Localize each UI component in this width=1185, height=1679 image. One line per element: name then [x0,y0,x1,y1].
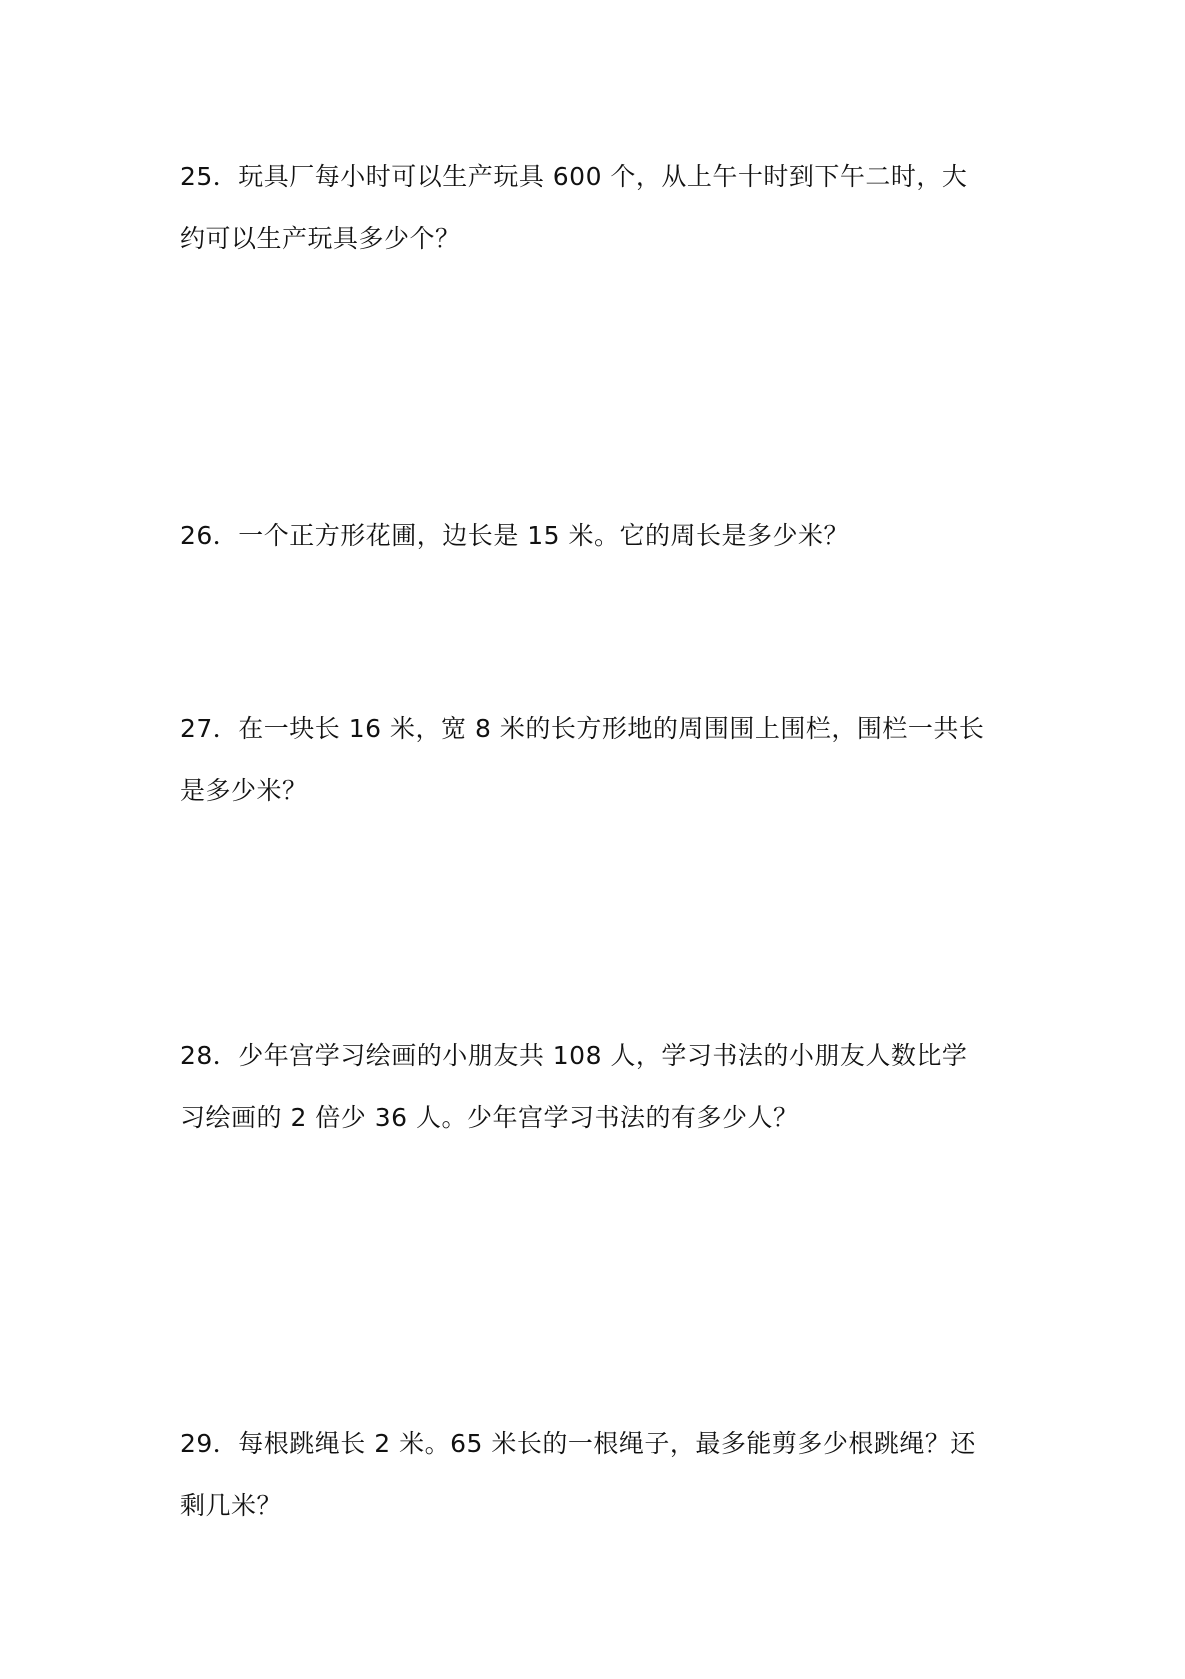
question-26-line-1: 26．一个正方形花圃，边长是 15 米。它的周长是多少米？ [180,521,850,550]
question-25 [180,146,1010,270]
question-28 [180,1025,1010,1149]
question-25-line-2: 约可以生产玩具多少个？ [180,224,461,253]
question-29-line-2: 剩几米？ [180,1491,283,1520]
question-28-line-2: 习绘画的 2 倍少 36 人。少年宫学习书法的有多少人？ [180,1103,799,1132]
question-28-line-1: 28．少年宫学习绘画的小朋友共 108 人，学习书法的小朋友人数比学 [180,1041,968,1070]
question-27-line-1: 27．在一块长 16 米，宽 8 米的长方形地的周围围上围栏，围栏一共长 [180,714,985,743]
question-29-line-1: 29．每根跳绳长 2 米。65 米长的一根绳子，最多能剪多少根跳绳？还 [180,1429,976,1458]
question-26 [180,505,1010,567]
question-27 [180,698,1010,822]
question-29 [180,1413,1010,1537]
question-25-line-1: 25．玩具厂每小时可以生产玩具 600 个，从上午十时到下午二时，大 [180,162,968,191]
question-27-line-2: 是多少米？ [180,776,308,805]
